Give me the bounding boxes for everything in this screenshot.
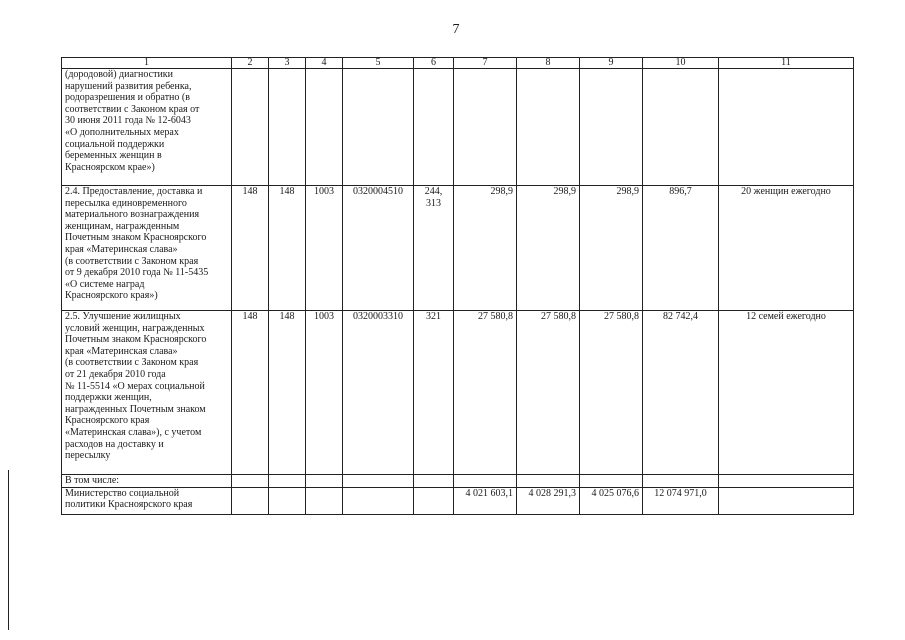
table-row: [62, 186, 854, 311]
cell-col3: [269, 487, 306, 514]
cell-col10: 82 742,4: [643, 311, 719, 475]
row-description: В том числе:: [62, 475, 232, 488]
scan-edge-mark: [8, 470, 9, 630]
row-description: (дородовой) диагностики нарушений развития ребенка, родоразрешения и обратно (в соответствии с Законом края от 30 июня 2011 года № 12-6043 «О дополнительных мерах социальной поддержки беременных женщин в Красноярском крае»): [62, 69, 232, 186]
cell-col10: [643, 69, 719, 186]
cell-col7: 27 580,8: [454, 311, 517, 475]
cell-col6: [414, 475, 454, 488]
column-header: 3: [269, 58, 306, 69]
cell-col7: [454, 69, 517, 186]
budget-table: [61, 57, 854, 515]
cell-col5: [343, 475, 414, 488]
row-description: 2.4. Предоставление, доставка и пересылка единовременного материального вознаграждения женщинам, награжденным Почетным знаком Красноярского края «Материнская слава» (в соответствии с Законом края от 9 декабря 2010 года № 11-5435 «О системе наград Красноярского края»): [62, 186, 232, 311]
cell-col2: [232, 487, 269, 514]
cell-col11: [719, 487, 854, 514]
header-row: [62, 58, 854, 69]
cell-col6: 244, 313: [414, 186, 454, 311]
column-header: 9: [580, 58, 643, 69]
cell-col8: 27 580,8: [517, 311, 580, 475]
cell-col2: 148: [232, 186, 269, 311]
cell-col9: 298,9: [580, 186, 643, 311]
cell-col6: [414, 487, 454, 514]
table-row: [62, 69, 854, 186]
row-description: 2.5. Улучшение жилищных условий женщин, награжденных Почетным знаком Красноярского края «Материнская слава» (в соответствии с Законом края от 21 декабря 2010 года № 11-5514 «О мерах социальной поддержки женщин, награжденных Почетным знаком Красноярского края «Материнская слава»), с учетом расходов на доставку и пересылку: [62, 311, 232, 475]
column-header: 11: [719, 58, 854, 69]
cell-col5: 0320004510: [343, 186, 414, 311]
cell-col3: 148: [269, 311, 306, 475]
cell-col8: 4 028 291,3: [517, 487, 580, 514]
cell-col4: 1003: [306, 186, 343, 311]
row-description: Министерство социальной политики Красноярского края: [62, 487, 232, 514]
cell-col8: 298,9: [517, 186, 580, 311]
cell-col5: [343, 487, 414, 514]
column-header: 4: [306, 58, 343, 69]
cell-col9: 4 025 076,6: [580, 487, 643, 514]
cell-col9: [580, 475, 643, 488]
cell-col7: 4 021 603,1: [454, 487, 517, 514]
cell-col2: [232, 475, 269, 488]
cell-col3: 148: [269, 186, 306, 311]
column-header: 1: [62, 58, 232, 69]
table-row: [62, 487, 854, 514]
column-header: 5: [343, 58, 414, 69]
cell-col4: 1003: [306, 311, 343, 475]
column-header: 8: [517, 58, 580, 69]
cell-col11: [719, 475, 854, 488]
cell-col6: [414, 69, 454, 186]
cell-col4: [306, 69, 343, 186]
cell-col9: [580, 69, 643, 186]
cell-col3: [269, 69, 306, 186]
column-header: 10: [643, 58, 719, 69]
cell-col6: 321: [414, 311, 454, 475]
cell-col10: 12 074 971,0: [643, 487, 719, 514]
cell-col4: [306, 475, 343, 488]
cell-col9: 27 580,8: [580, 311, 643, 475]
cell-col11: 12 семей ежегодно: [719, 311, 854, 475]
cell-col8: [517, 475, 580, 488]
cell-col7: 298,9: [454, 186, 517, 311]
column-header: 6: [414, 58, 454, 69]
cell-col2: 148: [232, 311, 269, 475]
cell-col4: [306, 487, 343, 514]
cell-col7: [454, 475, 517, 488]
cell-col10: 896,7: [643, 186, 719, 311]
cell-col3: [269, 475, 306, 488]
column-header: 2: [232, 58, 269, 69]
cell-col2: [232, 69, 269, 186]
page-number: 7: [452, 22, 460, 37]
table-row: [62, 311, 854, 475]
cell-col11: [719, 69, 854, 186]
cell-col8: [517, 69, 580, 186]
column-header: 7: [454, 58, 517, 69]
table-row: [62, 475, 854, 488]
cell-col11: 20 женщин ежегодно: [719, 186, 854, 311]
cell-col5: [343, 69, 414, 186]
cell-col10: [643, 475, 719, 488]
cell-col5: 0320003310: [343, 311, 414, 475]
